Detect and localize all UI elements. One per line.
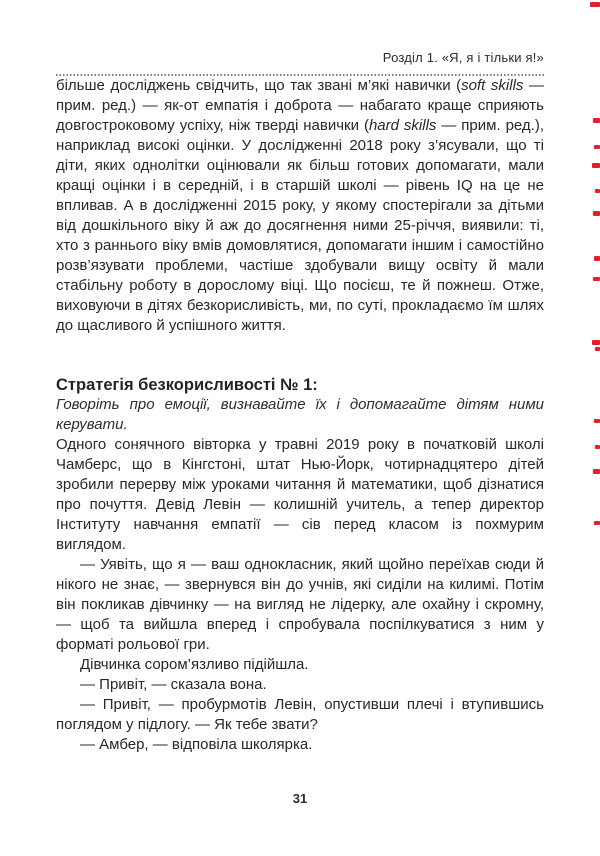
strategy-subtitle: Говоріть про емоції, визнавайте їх і допомагайте дітям ними керувати. bbox=[56, 396, 544, 433]
page-edge-marks bbox=[586, 0, 600, 856]
p1-text-3: — прим. ред.), наприклад високі оцінки. У дослідженні 2018 року з’ясували, що ті діти, яких однолітки оцінювали як більш готових допомагати, мали кращі оцінки і в середній, і в старшій школі — рівень IQ на це не впливав. А в дослідженні 2015 року, у якому спостерігали за дітьми від дошкільного віку й аж до досягнення ними 25-річчя, виявили: ті, хто з раннього віку вмів домовлятися, допомагати іншим і самостійно розв’язувати проблеми, частіше здобували вищу освіту й мали стабільну роботу в дорослому віці. Що посієш, те й пожнеш. Отже, виховуючи в дітях безкорисливість, ми, по суті, прокладаємо їм шлях до щасливого й успішного життя. bbox=[56, 117, 545, 334]
paragraph-continuation bbox=[56, 76, 544, 336]
running-head: Розділ 1. «Я, я і тільки я!» bbox=[382, 50, 544, 65]
page-edge-mark bbox=[594, 256, 600, 261]
dialogue-line-4: — Привіт, — пробурмотів Левін, опустивши плечі і втупившись поглядом у підлогу. — Як тебе звати? bbox=[56, 696, 544, 733]
page-edge-mark bbox=[593, 118, 600, 123]
dialogue-line-5: — Амбер, — відповіла школярка. bbox=[80, 736, 313, 753]
paragraph-story: Одного сонячного вівторка у травні 2019 року в початковій школі Чамберс, що в Кінгстоні, штат Нью-Йорк, чотирнадцятеро дітей зробили перерву між уроками читання й математики, щоб дізнатися про почуття. Девід Левін — колишній учитель, а тепер директор Інституту навчання емпатії — сів перед класом із похмурим виглядом. bbox=[56, 436, 544, 553]
p1-text-2: — прим. ред.) — як-от емпатія і доброта — набагато краще сприяють довгостроковому успіху, ніж тверді навички ( bbox=[56, 77, 545, 134]
dialogue-line-2: Дівчинка сором’язливо підійшла. bbox=[80, 656, 309, 673]
dialogue-line-3: — Привіт, — сказала вона. bbox=[80, 676, 267, 693]
page-edge-mark bbox=[590, 2, 600, 7]
page-edge-mark bbox=[594, 521, 600, 525]
page-number: 31 bbox=[292, 791, 308, 806]
page-edge-mark bbox=[595, 445, 600, 449]
page-edge-mark bbox=[594, 419, 600, 423]
page-content bbox=[56, 0, 545, 806]
page-edge-mark bbox=[592, 340, 600, 345]
dialogue-line-1: — Уявіть, що я — ваш однокласник, який щойно переїхав сюди й нікого не знає, — звернувся він до учнів, які сиділи на килимі. Потім він покликав дівчинку — на вигляд не лідерку, але охайну і скромну, — щоб та вийшла вперед і спробувала поспілкуватися з ним у форматі рольової гри. bbox=[56, 556, 544, 653]
p1-text-1: більше досліджень свідчить, що так звані м’які навички ( bbox=[56, 77, 462, 94]
page-edge-mark bbox=[593, 469, 600, 474]
p1-italic-hard-skills: hard skills bbox=[368, 117, 437, 134]
page-edge-mark bbox=[594, 145, 600, 149]
page-edge-mark bbox=[592, 163, 600, 168]
page-edge-mark bbox=[595, 347, 600, 351]
p1-italic-soft-skills: soft skills bbox=[461, 77, 524, 94]
page-edge-mark bbox=[595, 189, 600, 193]
page-edge-mark bbox=[593, 277, 600, 281]
page-edge-mark bbox=[593, 211, 600, 216]
strategy-heading: Стратегія безкорисливості № 1: bbox=[56, 376, 318, 394]
